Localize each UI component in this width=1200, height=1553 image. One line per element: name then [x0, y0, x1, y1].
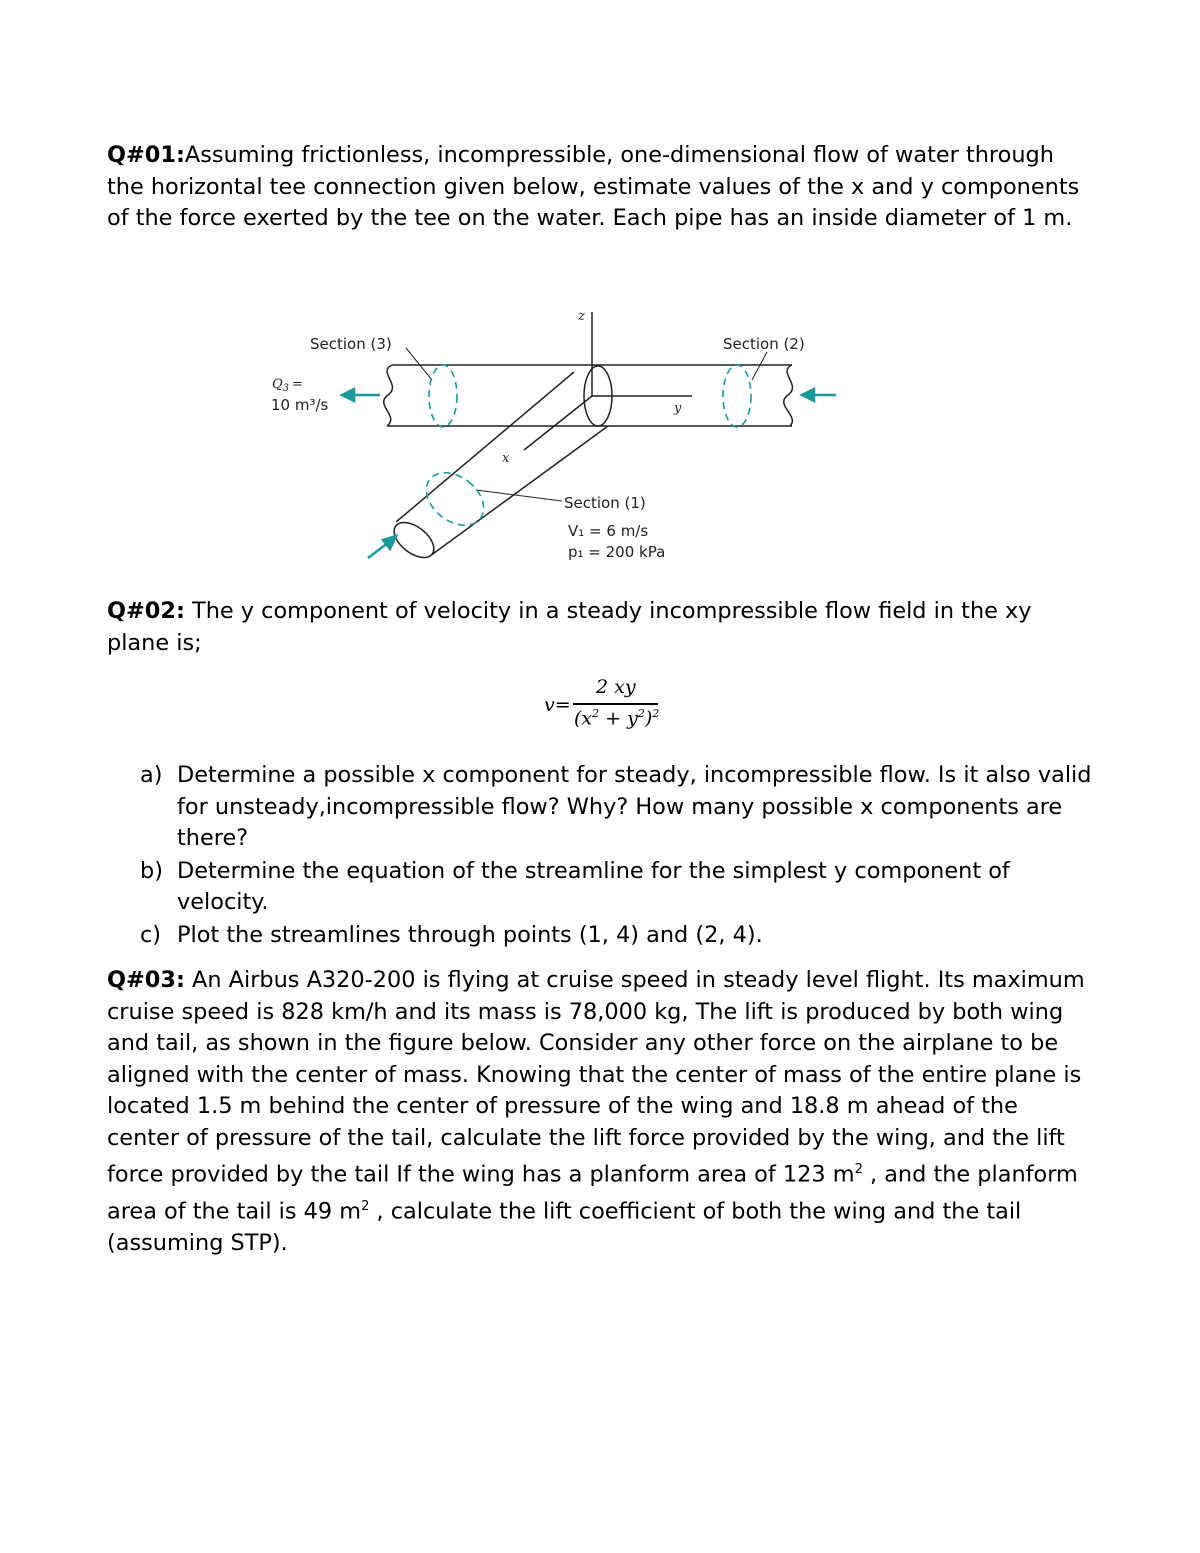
equation-denominator	[574, 707, 659, 729]
section3-leader	[406, 348, 432, 380]
equation-lhs: v=	[544, 694, 571, 716]
question-2-text: The y component of velocity in a steady incompressible flow field in the xy plane is;	[107, 598, 1032, 656]
p1-label: p₁ = 200 kPa	[568, 543, 666, 561]
section3-dashed-ring	[429, 365, 457, 427]
right-pipe-break	[784, 365, 793, 426]
section2-label: Section (2)	[723, 335, 805, 353]
list-marker: b)	[140, 857, 163, 884]
question-3	[107, 965, 1097, 1259]
tee-connection-figure	[262, 300, 852, 575]
z-axis-label: z	[578, 309, 585, 324]
section1-label: Section (1)	[564, 494, 646, 512]
q3-subscript: 3	[282, 383, 290, 394]
tee-connection-diagram	[262, 300, 852, 575]
question-3-label: Q#03:	[107, 967, 185, 993]
list-item-text: Determine the equation of the streamline for the simplest y component of velocity.	[177, 857, 1010, 915]
den-outer-exp: 2	[652, 707, 660, 720]
question-1-text: Assuming frictionless, incompressible, one-dimensional flow of water through the horizontal tee connection given below, estimate values of the x and y components of the force exerted by the tee on the water. Each pipe has an inside diameter of 1 m.	[107, 142, 1080, 231]
question-2-label: Q#02:	[107, 598, 185, 624]
den-exp1: 2	[592, 707, 600, 720]
question-2	[107, 596, 1097, 659]
section2-dashed-ring	[723, 365, 751, 427]
den-plus: + y	[599, 707, 638, 730]
q3-letter: Q	[272, 377, 283, 392]
velocity-equation	[540, 676, 680, 746]
left-pipe-break	[384, 365, 393, 426]
question-3-text-2: , and the planform area of the tail is 49 m	[107, 1161, 1078, 1225]
list-item-text: Determine a possible x component for steady, incompressible flow. Is it also valid for unsteady,incompressible flow? Why? How many possible x components are there?	[177, 762, 1092, 851]
den-exp2: 2	[637, 707, 645, 720]
question-1-label: Q#01:	[107, 142, 185, 168]
list-marker: c)	[140, 921, 162, 948]
question-3-text-1: An Airbus A320-200 is flying at cruise speed in steady level flight. Its maximum cruise speed is 828 km/h and its mass is 78,000 kg, The lift is produced by both wing and tail, as shown in the figure below. Consider any other force on the airplane to be aligned with the center of mass. Knowing that the center of mass of the entire plane is located 1.5 m behind the center of pressure of the wing and 18.8 m ahead of the center of pressure of the tail, calculate the lift force provided by the wing, and the lift force provided by the tail If the wing has a planform area of 123 m	[107, 967, 1085, 1188]
q3-value: 10 m³/s	[271, 396, 329, 414]
question-1	[107, 140, 1097, 235]
section3-label: Section (3)	[310, 335, 392, 353]
equation-fraction-bar	[573, 703, 658, 705]
section2-leader	[752, 352, 767, 380]
inflow-branch-arrow-head	[383, 536, 396, 549]
list-item	[140, 920, 1100, 952]
v1-label: V₁ = 6 m/s	[568, 522, 649, 540]
equation-numerator: 2 xy	[596, 676, 636, 698]
den-open: (x	[574, 707, 593, 730]
list-item	[140, 760, 1100, 855]
y-axis-label: y	[674, 401, 682, 416]
q3-symbol	[272, 377, 303, 394]
list-item-text: Plot the streamlines through points (1, 4) and (2, 4).	[177, 921, 763, 948]
question-3-sup-1: 2	[854, 1162, 863, 1177]
list-item	[140, 856, 1100, 919]
question-3-sup-2: 2	[361, 1198, 370, 1214]
x-axis-line	[524, 396, 592, 450]
inflow-right-arrow-head	[802, 389, 814, 401]
x-axis-label: x	[502, 451, 510, 466]
question-3-text-3: , calculate the lift coefficient of both the wing and the tail (assuming STP).	[107, 1198, 1022, 1256]
list-marker: a)	[140, 762, 163, 788]
outflow-arrow-head	[342, 389, 354, 401]
den-close: )	[644, 707, 653, 730]
question-2-subparts	[140, 760, 1100, 952]
q3-equals: =	[292, 377, 303, 392]
branch-end-ellipse	[388, 516, 440, 565]
